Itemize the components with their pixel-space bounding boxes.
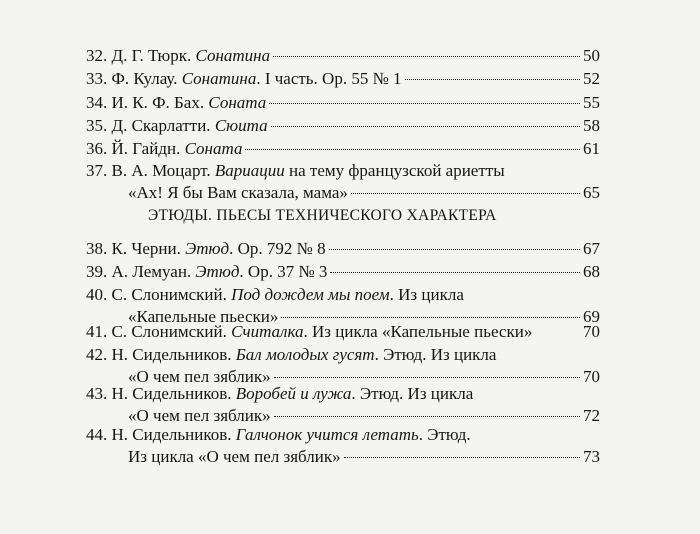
dot-leader <box>330 272 580 273</box>
entry-page-number: 70 <box>583 367 600 386</box>
entry-title: Под дождем мы поем <box>231 285 390 304</box>
entry-page-number: 52 <box>583 69 600 88</box>
entry-page-number: 50 <box>583 46 600 65</box>
entry-author: Д. Г. Тюрк. <box>111 46 192 65</box>
entry-title: Считалка <box>231 322 304 341</box>
toc-entry-43 <box>86 383 600 427</box>
toc-entry-36 <box>86 138 600 160</box>
entry-page-number: 68 <box>583 262 600 281</box>
entry-number: 42. <box>86 345 108 364</box>
entry-rest: . Этюд. <box>418 425 471 444</box>
entry-title: Этюд <box>195 262 240 281</box>
entry-author: Н. Сидельников. <box>111 345 232 364</box>
entry-author: Д. Скарлатти. <box>111 116 211 135</box>
entry-author: С. Слонимский. <box>111 322 227 341</box>
dot-leader <box>344 457 580 458</box>
entry-title: Сюита <box>214 116 268 135</box>
entry-rest: . Из цикла «Капельные пьески» <box>303 322 533 341</box>
entry-page-number: 65 <box>583 183 600 202</box>
entry-author: Й. Гайдн. <box>111 139 181 158</box>
entry-rest: . I часть. Ор. 55 № 1 <box>256 69 402 88</box>
toc-entry-34 <box>86 92 600 114</box>
entry-number: 33. <box>86 69 108 88</box>
entry-continuation: «Капельные пьески» <box>128 307 279 326</box>
entry-number: 37. <box>86 161 108 180</box>
entry-number: 41. <box>86 322 108 341</box>
dot-leader <box>274 416 580 417</box>
dot-leader <box>245 149 580 150</box>
entry-page-number: 70 <box>583 322 600 341</box>
toc-entry-39 <box>86 261 600 283</box>
toc-entry-33 <box>86 68 600 90</box>
dot-leader <box>351 193 580 194</box>
entry-title: Сонатина <box>181 69 257 88</box>
entry-number: 38. <box>86 239 108 258</box>
dot-leader <box>329 249 580 250</box>
entry-number: 35. <box>86 116 108 135</box>
entry-page-number: 55 <box>583 93 600 112</box>
entry-page-number: 58 <box>583 116 600 135</box>
entry-page-number: 67 <box>583 239 600 258</box>
entry-author: К. Черни. <box>111 239 181 258</box>
entry-rest: . Из цикла <box>389 285 464 304</box>
toc-entry-38 <box>86 238 600 260</box>
entry-title: Бал молодых гусят <box>235 345 375 364</box>
entry-title: Соната <box>184 139 243 158</box>
entry-rest: . Ор. 792 № 8 <box>229 239 326 258</box>
entry-title: Соната <box>208 93 267 112</box>
entry-author: В. А. Моцарт. <box>111 161 211 180</box>
entry-title: Сонатина <box>195 46 271 65</box>
entry-continuation: «О чем пел зяблик» <box>128 367 271 386</box>
entry-continuation: Из цикла «О чем пел зяблик» <box>128 447 341 466</box>
entry-rest: . Этюд. Из цикла <box>351 384 474 403</box>
entry-author: И. К. Ф. Бах. <box>111 93 205 112</box>
toc-entry-42 <box>86 344 600 388</box>
dot-leader <box>274 377 580 378</box>
entry-continuation: «Ах! Я бы Вам сказала, мама» <box>128 183 348 202</box>
entry-author: А. Лемуан. <box>111 262 192 281</box>
entry-author: Н. Сидельников. <box>111 384 232 403</box>
entry-number: 36. <box>86 139 108 158</box>
dot-leader <box>405 79 580 80</box>
dot-leader <box>271 126 580 127</box>
entry-page-number: 69 <box>583 307 600 326</box>
entry-title: Вариации <box>214 161 285 180</box>
entry-number: 44. <box>86 425 108 444</box>
dot-leader <box>273 56 580 57</box>
entry-page-number: 61 <box>583 139 600 158</box>
entry-rest: . Этюд. Из цикла <box>374 345 497 364</box>
toc-entry-32 <box>86 45 600 67</box>
entry-number: 32. <box>86 46 108 65</box>
entry-page-number: 73 <box>583 447 600 466</box>
entry-number: 34. <box>86 93 108 112</box>
toc-entry-35 <box>86 115 600 137</box>
toc-entry-44 <box>86 424 600 468</box>
entry-title: Воробей и лужа <box>235 384 352 403</box>
entry-number: 40. <box>86 285 108 304</box>
entry-rest: . Ор. 37 № 3 <box>239 262 328 281</box>
toc-entry-41 <box>86 321 600 343</box>
entry-title: Галчонок учится летать <box>235 425 419 444</box>
entry-author: Н. Сидельников. <box>111 425 232 444</box>
toc-entry-37 <box>86 160 600 204</box>
entry-number: 43. <box>86 384 108 403</box>
entry-author: Ф. Кулау. <box>111 69 178 88</box>
entry-title: Этюд <box>185 239 230 258</box>
dot-leader <box>269 103 580 104</box>
dot-leader <box>281 317 580 318</box>
entry-number: 39. <box>86 262 108 281</box>
entry-page-number: 72 <box>583 406 600 425</box>
entry-author: С. Слонимский. <box>111 285 227 304</box>
entry-rest: на тему французской ариетты <box>284 161 505 180</box>
entry-continuation: «О чем пел зяблик» <box>128 406 271 425</box>
section-title: ЭТЮДЫ. ПЬЕСЫ ТЕХНИЧЕСКОГО ХАРАКТЕРА <box>148 207 497 224</box>
